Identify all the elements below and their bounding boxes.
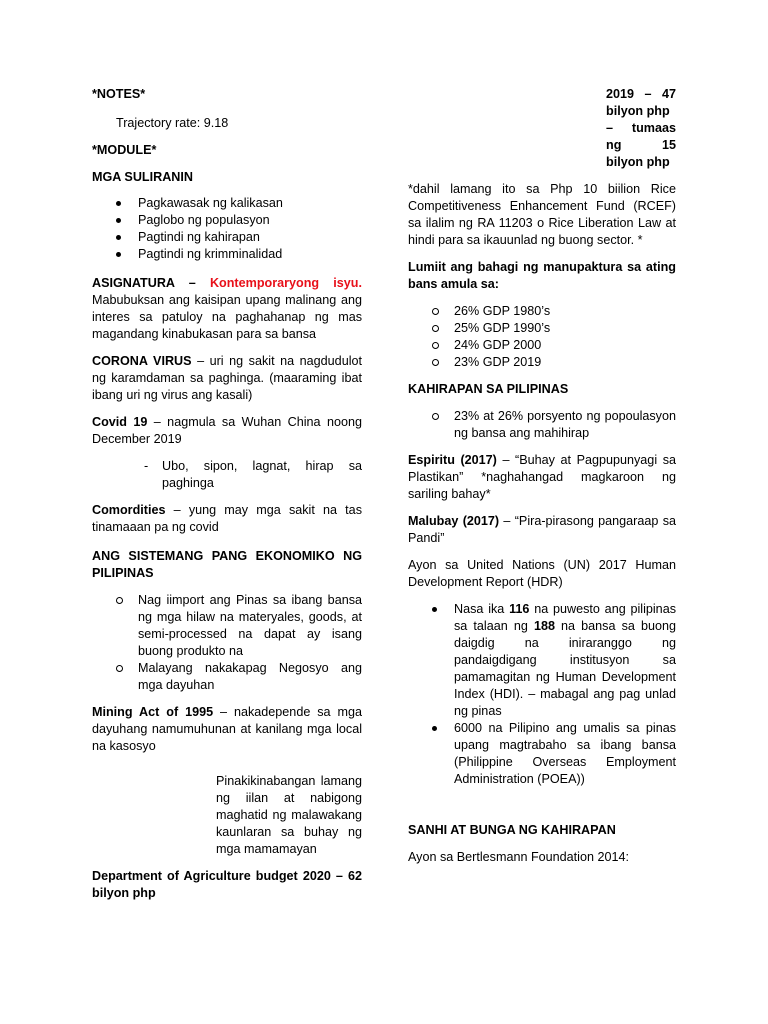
sistema-list [92,592,362,694]
list-item: 23% at 26% porsyento ng popoulasyon ng bansa ang mahihirap [408,408,676,442]
asignatura-highlight: Kontemporaryong isyu. [209,276,362,290]
list-item: 25% GDP 1990’s [408,320,676,337]
bertlesmann-paragraph: Ayon sa Bertlesmann Foundation 2014: [408,850,630,864]
un-list [408,601,676,788]
list-item: 6000 na Pilipino ang umalis sa pinas upang magtrabaho sa ibang bansa (Philippine Overseas Employment Administration (POEA)) [408,720,676,788]
list-item: Pagtindi ng krimminalidad [92,246,362,263]
circle-bullet-icon [432,359,439,366]
dash-bullet: - [144,459,149,473]
list-item: Malayang nakakapag Negosyo ang mga dayuhan [92,660,362,694]
bullet-icon [116,218,121,223]
list-item: Nasa ika 116 na puwesto ang pilipinas sa talaan ng 188 na bansa sa buong daigdig na iniraranggo ng pandaigdigang institusyon sa pamamagitan ng Human Development Index (HDI). – mabagal ang pag unlad ng pinas [408,601,676,720]
corona-paragraph: CORONA VIRUS – uri ng sakit na nagdudulot ng karamdaman sa paghinga. (maaraming ibat ibang uri ng virus ang kasali) [92,354,362,402]
da-budget: Department of Agriculture budget 2020 – 62 bilyon php [92,869,362,900]
list-item: 23% GDP 2019 [408,354,676,371]
module-heading: *MODULE* [92,143,157,157]
list-item: Pagkawasak ng kalikasan [92,195,362,212]
symptoms-text: Ubo, sipon, lagnat, hirap sa paghinga [162,459,362,490]
circle-bullet-icon [116,597,123,604]
list-item: 24% GDP 2000 [408,337,676,354]
covid-symptoms [92,458,362,492]
list-item: 26% GDP 1980’s [408,303,676,320]
list-item: Paglobo ng populasyon [92,212,362,229]
rcef-note: *dahil lamang ito sa Php 10 biilion Rice Competitiveness Enhancement Fund (RCEF) sa ilalim ng RA 11203 o Rice Liberation Law at hindi para sa ikauunlad ng buong sector. * [408,182,676,247]
circle-bullet-icon [116,665,123,672]
pinakikinabangan-paragraph: Pinakikinabangan lamang ng iilan at nabigong maghatid ng malawakang kaunlaran sa buhay ng mga mamamayan [216,774,362,856]
espiritu-paragraph: Espiritu (2017) – “Buhay at Pagpupunyagi sa Plastikan” *naghahangad magkaroon ng sariling bahay* [408,453,676,501]
kahirapan-heading: KAHIRAPAN SA PILIPINAS [408,382,569,396]
covid-paragraph: Covid 19 – nagmula sa Wuhan China noong December 2019 [92,415,362,446]
mining-act-paragraph: Mining Act of 1995 – nakadepende sa mga dayuhang namumuhunan at kanilang mga local na kasosyo [92,705,362,753]
notes-heading: *NOTES* [92,87,146,101]
kahirapan-list [408,408,676,442]
trajectory-rate: Trajectory rate: 9.18 [116,116,229,130]
circle-bullet-icon [432,342,439,349]
bullet-icon [432,726,437,731]
circle-bullet-icon [432,325,439,332]
bullet-icon [116,201,121,206]
comordities-paragraph: Comordities – yung may mga sakit na tas tinamaaan pa ng covid [92,503,362,534]
un-report-paragraph: Ayon sa United Nations (UN) 2017 Human Development Report (HDR) [408,558,676,589]
circle-bullet-icon [432,308,439,315]
list-item: Nag iimport ang Pinas sa ibang bansa ng mga hilaw na materyales, goods, at semi-processed na dapat ay isang buong produkto na [92,592,362,660]
bullet-icon [116,252,121,257]
bullet-icon [116,235,121,240]
manupaktura-heading: Lumiit ang bahagi ng manupaktura sa ating bans amula sa: [408,260,676,291]
left-column [92,86,362,902]
sanhi-heading: SANHI AT BUNGA NG KAHIRAPAN [408,823,616,837]
bullet-icon [432,607,437,612]
right-column [408,86,676,866]
budget-2019: 2019 – 47 bilyon php [606,87,676,118]
circle-bullet-icon [432,413,439,420]
sistema-heading: ANG SISTEMANG PANG EKONOMIKO NG PILIPINAS [92,549,362,580]
suliranin-heading: MGA SULIRANIN [92,170,193,184]
malubay-paragraph: Malubay (2017) – “Pira-pirasong pangaraap sa Pandi” [408,514,676,545]
list-item: Pagtindi ng kahirapan [92,229,362,246]
gdp-list [408,303,676,371]
budget-increase: – tumaas ng 15 bilyon php [606,121,676,169]
asignatura-paragraph: ASIGNATURA – Kontemporaryong isyu. Mabubuksan ang kaisipan upang malinang ang interes sa patuloy na paghahanap ng mas magandang kinabukasan para sa bansa [92,276,362,341]
suliranin-list [92,195,362,263]
